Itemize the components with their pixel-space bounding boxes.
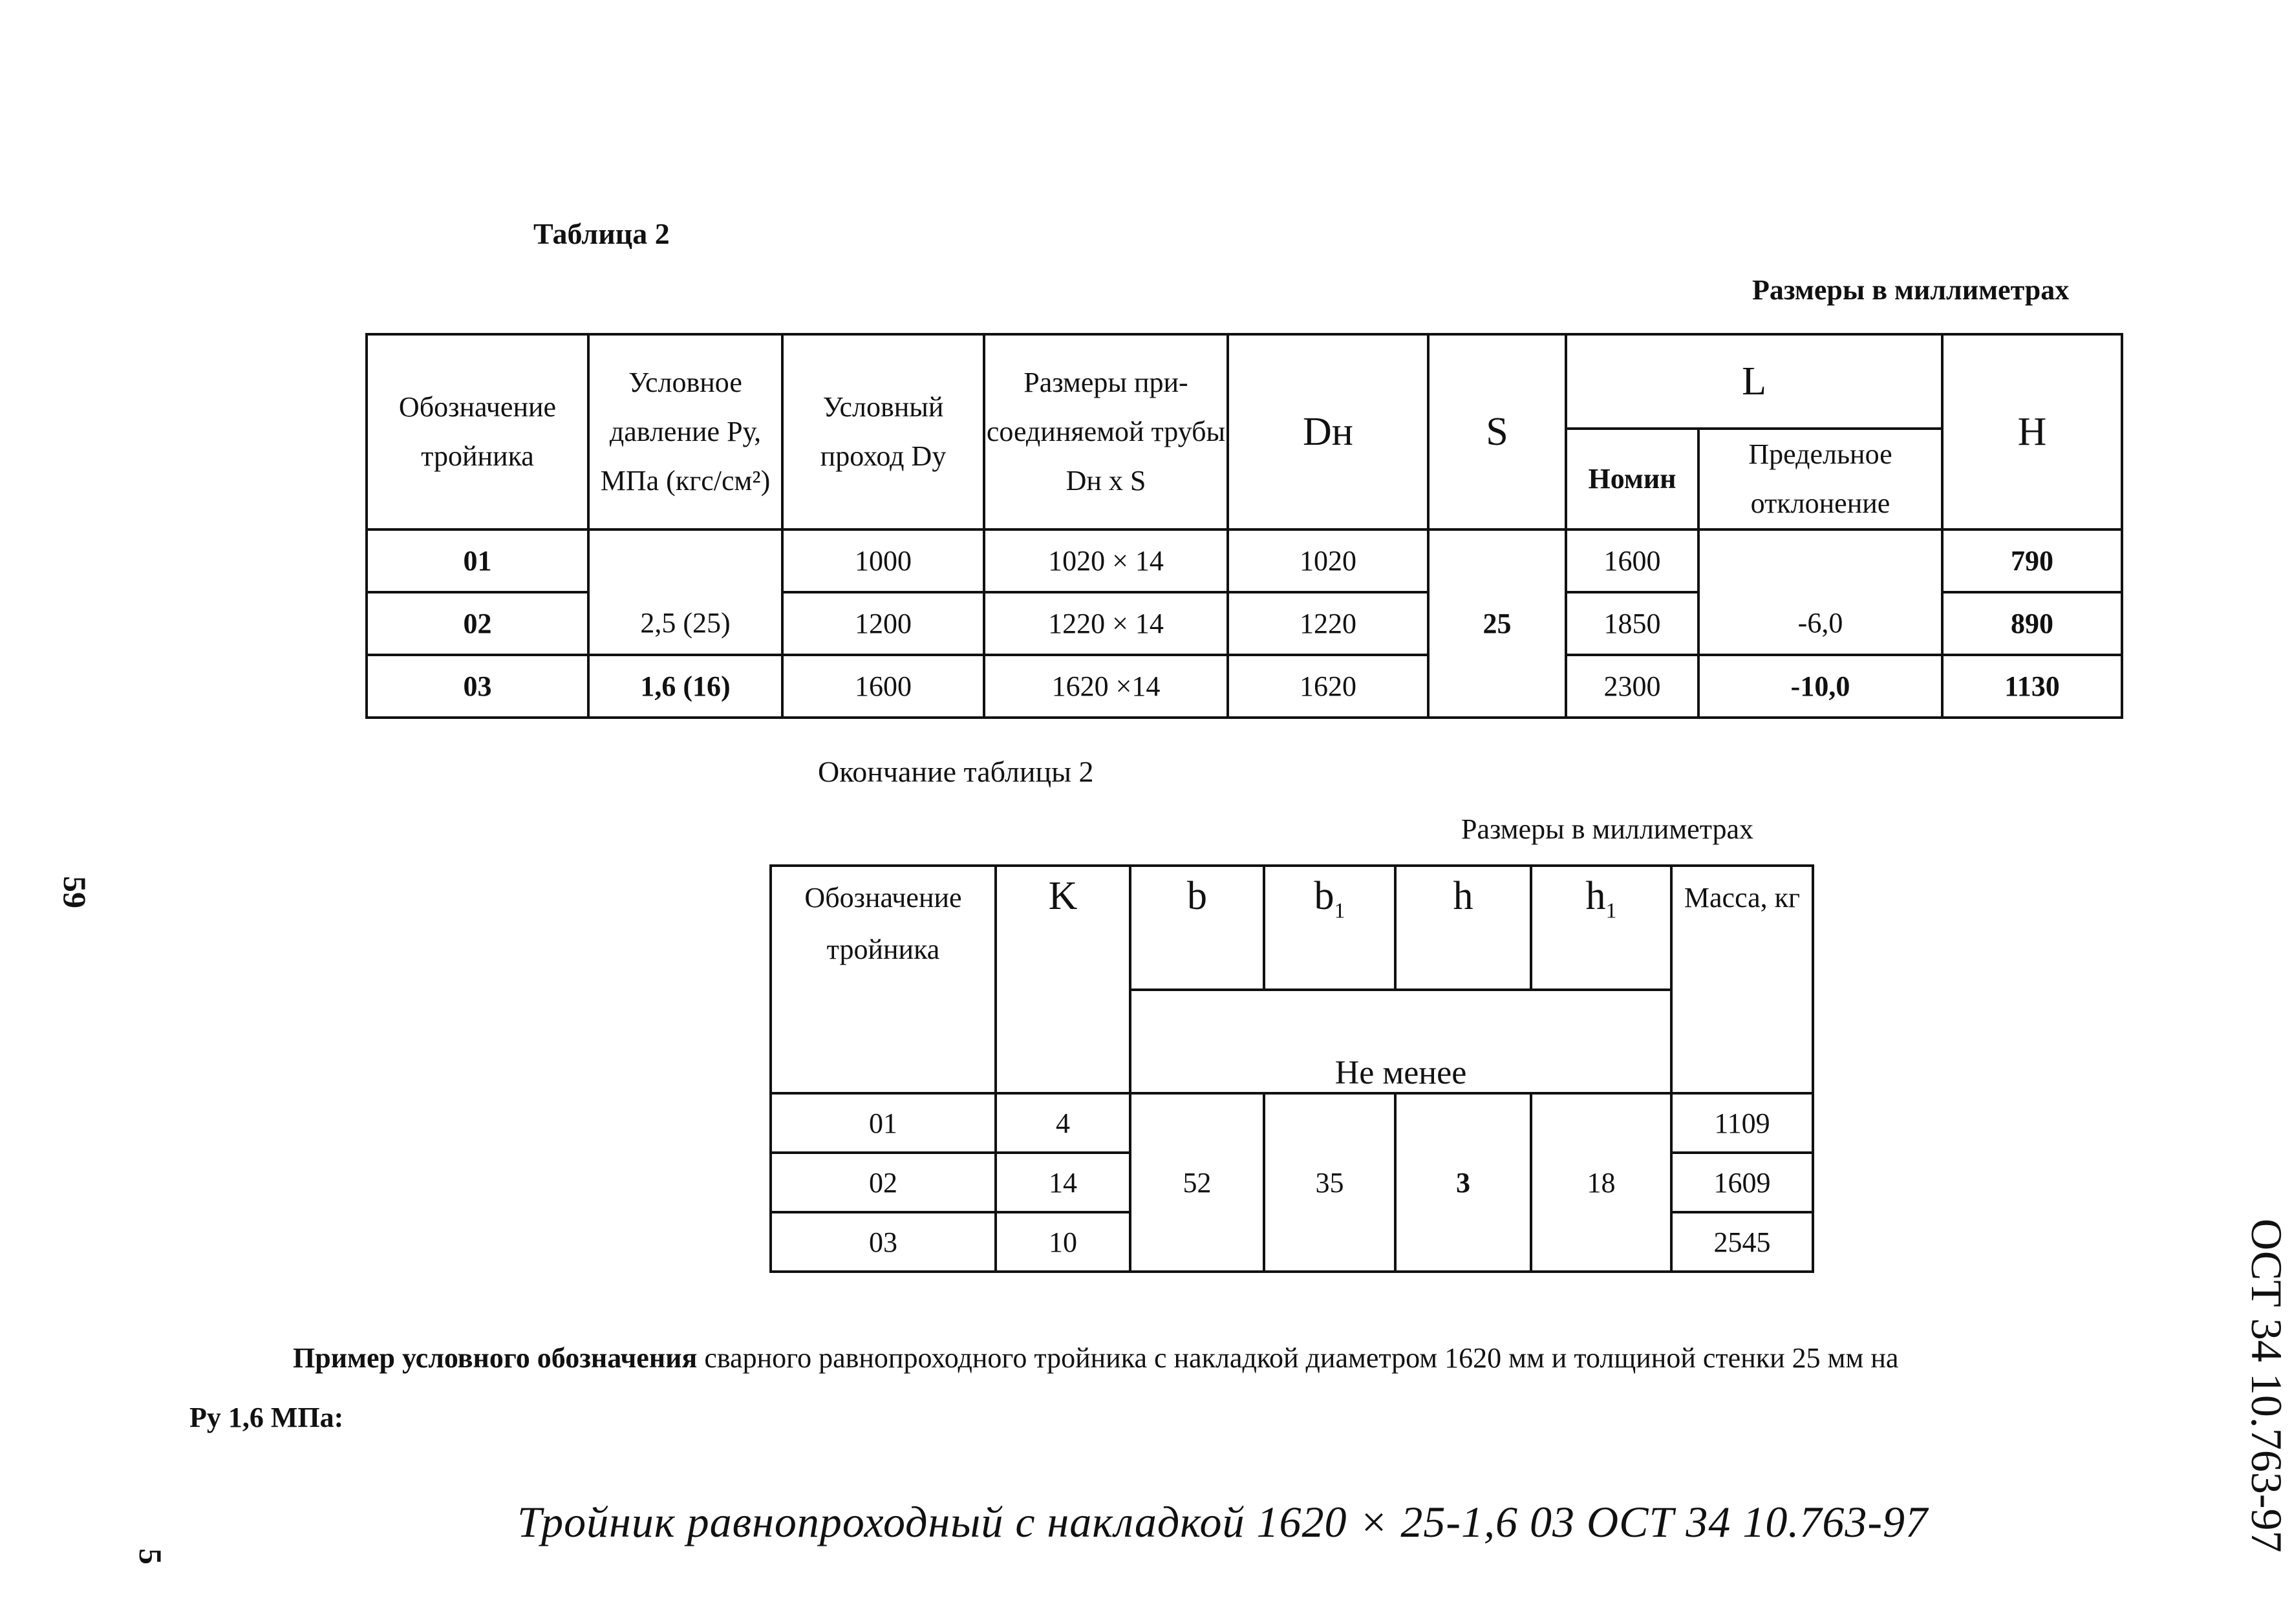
cell-l-nominal: 1850 xyxy=(1566,592,1698,655)
cell-designation: 01 xyxy=(367,529,588,592)
cell-dn: 1620 xyxy=(1228,655,1428,718)
cell-h: 1130 xyxy=(1942,655,2122,718)
table-row xyxy=(367,592,2122,655)
cell-pipe: 1020 × 14 xyxy=(984,529,1228,592)
header-l-nominal: Номин xyxy=(1566,429,1698,529)
header-mass: Масса, кг xyxy=(1671,866,1813,1093)
cell-l-nominal: 2300 xyxy=(1566,655,1698,718)
cell-dn: 1020 xyxy=(1228,529,1428,592)
header-h: H xyxy=(1942,334,2122,529)
designation-example xyxy=(189,1329,2148,1448)
table2-caption: Окончание таблицы 2 xyxy=(818,755,1094,788)
table2-units: Размеры в миллиметрах xyxy=(1461,813,1753,845)
example-tail: Ру 1,6 МПа: xyxy=(189,1402,344,1433)
cell-l-deviation: -10,0 xyxy=(1698,655,1942,718)
cell-b: 52 xyxy=(1130,1093,1264,1272)
cell-pressure: 2,5 (25) xyxy=(588,592,782,655)
page-number: 59 xyxy=(57,876,93,908)
header-bore: Условный проход Dу xyxy=(782,334,984,529)
cell-designation: 02 xyxy=(771,1153,996,1212)
cell-pipe: 1620 ×14 xyxy=(984,655,1228,718)
header-pressure: Условное давление Ру, МПа (кгс/см²) xyxy=(588,334,782,529)
header-b1 xyxy=(1264,866,1395,990)
header-b1-letter: b xyxy=(1314,874,1334,918)
header-b: b xyxy=(1130,866,1264,990)
cell-b1: 35 xyxy=(1264,1093,1395,1272)
continuation-table xyxy=(769,864,1814,1273)
cell-s: 25 xyxy=(1428,529,1566,718)
header-s: S xyxy=(1428,334,1566,529)
cell-mass: 1109 xyxy=(1671,1093,1813,1153)
cell-k: 14 xyxy=(996,1153,1130,1212)
table-row xyxy=(367,529,2122,592)
cell-l-nominal: 1600 xyxy=(1566,529,1698,592)
example-body: сварного равнопроходного тройника с накладкой диаметром 1620 мм и толщиной стенки 25 мм на xyxy=(697,1342,1899,1374)
cell-designation: 02 xyxy=(367,592,588,655)
cell-bore: 1600 xyxy=(782,655,984,718)
header-h-small: h xyxy=(1395,866,1531,990)
header-designation: Обозначение тройника xyxy=(367,334,588,529)
cell-h: 890 xyxy=(1942,592,2122,655)
header-dn: Dн xyxy=(1228,334,1428,529)
cell-pipe: 1220 × 14 xyxy=(984,592,1228,655)
cell-l-deviation-empty xyxy=(1698,529,1942,592)
designation-formula: Тройник равнопроходный с накладкой 1620 × 25-1,6 03 ОСТ 34 10.763-97 xyxy=(517,1497,1928,1546)
cell-pressure-empty xyxy=(588,529,782,592)
table1-caption: Таблица 2 xyxy=(533,217,670,250)
cell-designation: 03 xyxy=(771,1212,996,1272)
cell-bore: 1000 xyxy=(782,529,984,592)
header-k: K xyxy=(996,866,1130,1093)
table-row xyxy=(771,1093,1813,1153)
cell-h: 790 xyxy=(1942,529,2122,592)
cell-k: 4 xyxy=(996,1093,1130,1153)
table-row xyxy=(367,655,2122,718)
example-lead: Пример условного обозначения xyxy=(293,1342,698,1374)
page-number-small: 5 xyxy=(133,1548,169,1565)
cell-dn: 1220 xyxy=(1228,592,1428,655)
cell-h-small: 3 xyxy=(1395,1093,1531,1272)
cell-pressure: 1,6 (16) xyxy=(588,655,782,718)
cell-designation: 01 xyxy=(771,1093,996,1153)
dimensions-table xyxy=(365,333,2123,719)
header-h1-sub: 1 xyxy=(1605,899,1617,923)
cell-bore: 1200 xyxy=(782,592,984,655)
table1-units: Размеры в миллиметрах xyxy=(1752,274,2070,306)
cell-l-deviation: -6,0 xyxy=(1698,592,1942,655)
header-b1-sub: 1 xyxy=(1334,899,1345,923)
header-not-less: Не менее xyxy=(1130,990,1671,1093)
header-l: L xyxy=(1566,334,1942,429)
header-h1-letter: h xyxy=(1585,874,1606,918)
cell-h1: 18 xyxy=(1531,1093,1671,1272)
header-l-deviation: Предельное отклонение xyxy=(1698,429,1942,529)
cell-designation: 03 xyxy=(367,655,588,718)
header-h1 xyxy=(1531,866,1671,990)
cell-mass: 2545 xyxy=(1671,1212,1813,1272)
standard-code: ОСТ 34 10.763-97 xyxy=(2242,1219,2291,1553)
cell-k: 10 xyxy=(996,1212,1130,1272)
header-designation: Обозначение тройника xyxy=(771,866,996,1093)
header-pipe: Размеры при-соединяемой трубы Dн x S xyxy=(984,334,1228,529)
cell-mass: 1609 xyxy=(1671,1153,1813,1212)
